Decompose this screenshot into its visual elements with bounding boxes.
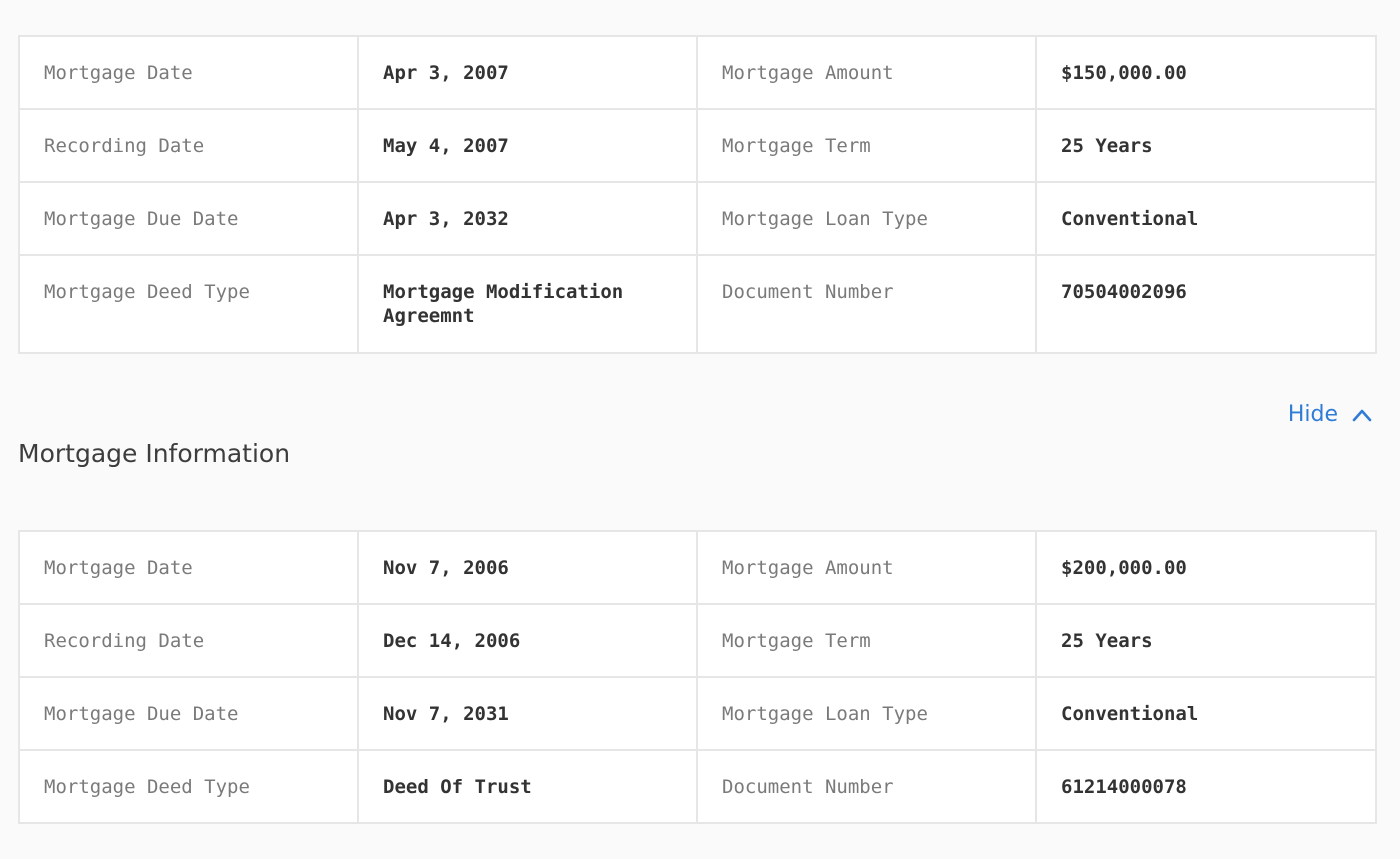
field-label: Mortgage Loan Type xyxy=(697,677,1036,750)
field-label: Mortgage Due Date xyxy=(19,182,358,255)
chevron-up-icon xyxy=(1352,408,1372,422)
field-value: 61214000078 xyxy=(1036,750,1376,823)
section-title: Mortgage Information xyxy=(18,439,291,468)
field-label: Mortgage Date xyxy=(19,36,358,109)
hide-toggle-label: Hide xyxy=(1287,402,1338,427)
field-label: Mortgage Amount xyxy=(697,531,1036,604)
table-row xyxy=(19,604,1376,677)
field-label: Mortgage Due Date xyxy=(19,677,358,750)
field-label: Document Number xyxy=(697,255,1036,353)
field-value: 25 Years xyxy=(1036,109,1376,182)
field-value: May 4, 2007 xyxy=(358,109,697,182)
table-row xyxy=(19,255,1376,353)
field-label: Mortgage Loan Type xyxy=(697,182,1036,255)
table-row xyxy=(19,109,1376,182)
field-value: 25 Years xyxy=(1036,604,1376,677)
mortgage-details-table xyxy=(18,35,1377,354)
hide-toggle-button[interactable] xyxy=(1288,400,1372,430)
field-label: Mortgage Deed Type xyxy=(19,255,358,353)
field-label: Recording Date xyxy=(19,109,358,182)
table-row xyxy=(19,531,1376,604)
table-row xyxy=(19,182,1376,255)
field-value: Deed Of Trust xyxy=(358,750,697,823)
field-value: $150,000.00 xyxy=(1036,36,1376,109)
field-label: Mortgage Amount xyxy=(697,36,1036,109)
field-value: $200,000.00 xyxy=(1036,531,1376,604)
table-row xyxy=(19,36,1376,109)
table-row xyxy=(19,677,1376,750)
mortgage-details-table xyxy=(18,530,1377,824)
field-label: Mortgage Date xyxy=(19,531,358,604)
field-value: 70504002096 xyxy=(1036,255,1376,353)
field-value: Dec 14, 2006 xyxy=(358,604,697,677)
field-value: Nov 7, 2031 xyxy=(358,677,697,750)
field-label: Document Number xyxy=(697,750,1036,823)
field-value: Nov 7, 2006 xyxy=(358,531,697,604)
field-label: Recording Date xyxy=(19,604,358,677)
field-value: Conventional xyxy=(1036,182,1376,255)
field-value: Apr 3, 2007 xyxy=(358,36,697,109)
field-value: Mortgage Modification Agreemnt xyxy=(358,255,697,353)
field-label: Mortgage Deed Type xyxy=(19,750,358,823)
field-value: Apr 3, 2032 xyxy=(358,182,697,255)
field-label: Mortgage Term xyxy=(697,604,1036,677)
table-row xyxy=(19,750,1376,823)
field-value: Conventional xyxy=(1036,677,1376,750)
field-label: Mortgage Term xyxy=(697,109,1036,182)
